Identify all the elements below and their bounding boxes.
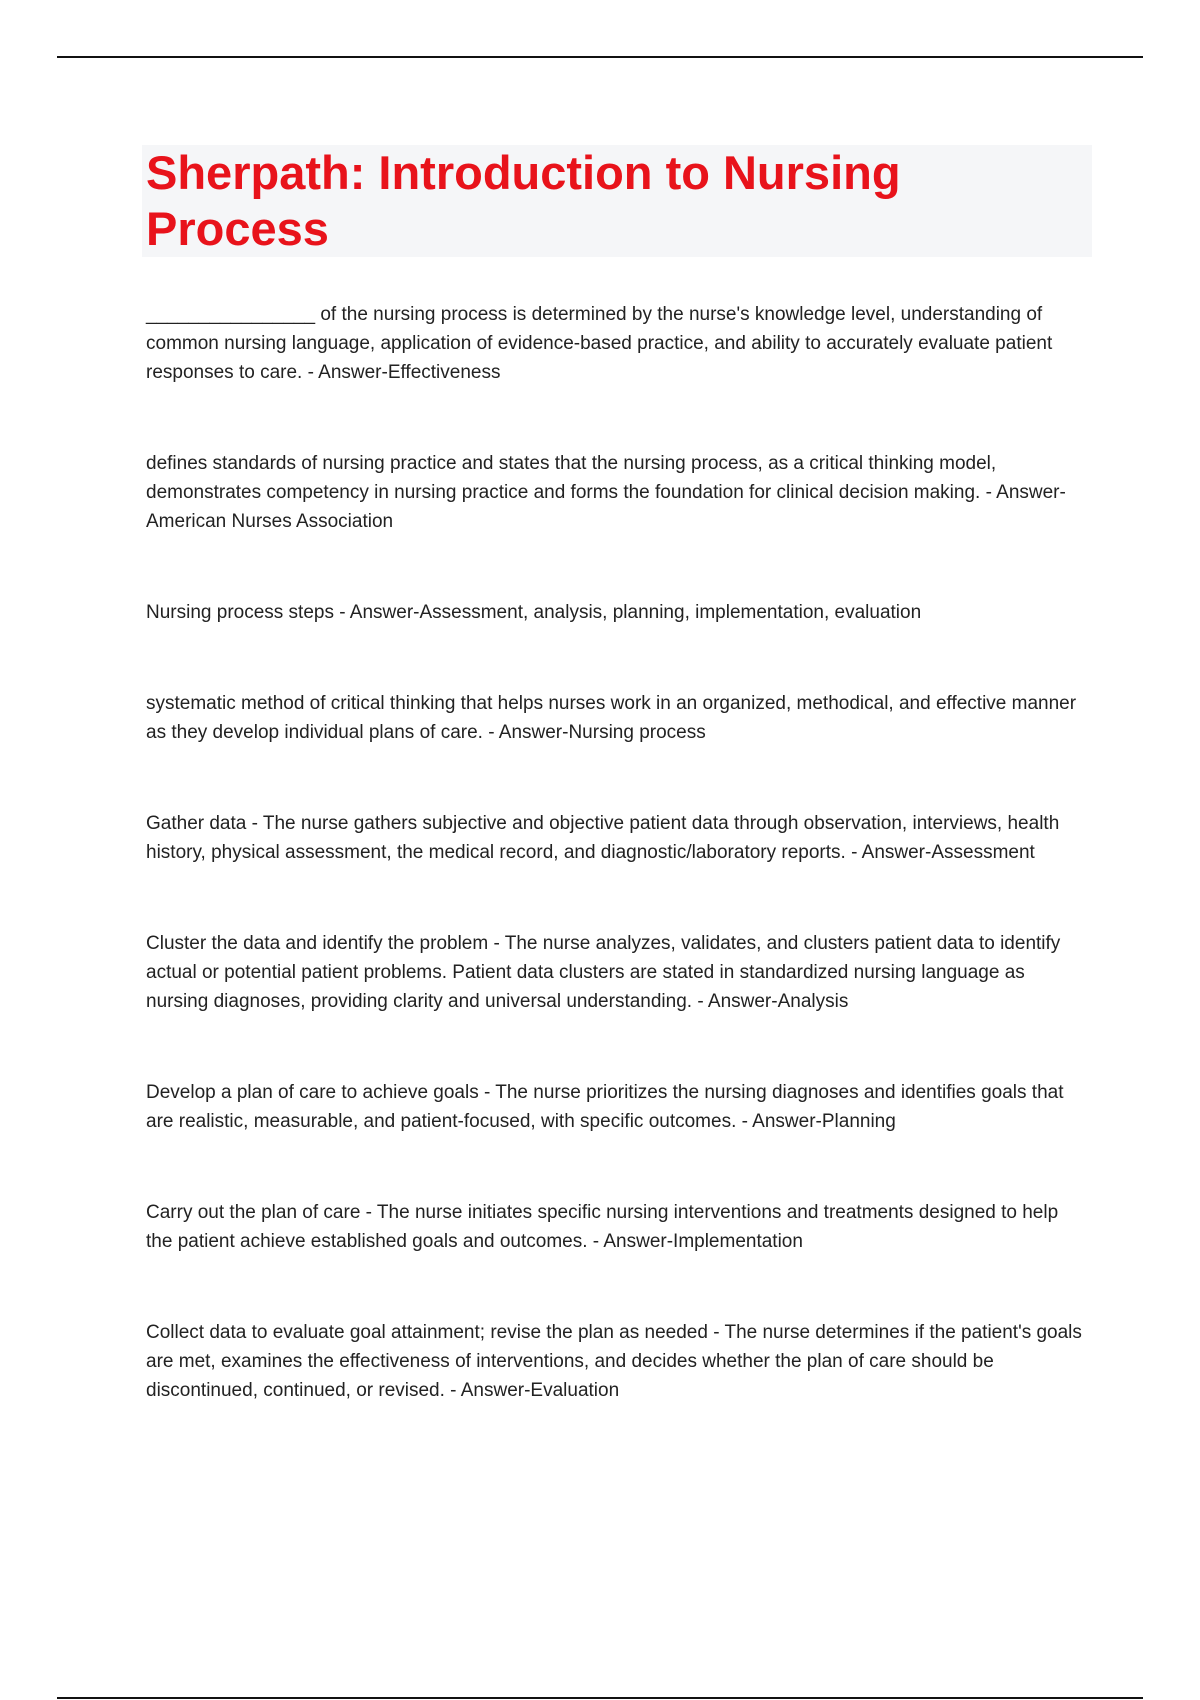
qa-item: ________________ of the nursing process is determined by the nurse's knowledge level, understanding of common nursing language, application of evidence-based practice, and ability to accurately evaluate patient responses to care. - Answer-Effectiveness	[146, 304, 1053, 383]
qa-item: Gather data - The nurse gathers subjective and objective patient data through observation, interviews, health history, physical assessment, the medical record, and diagnostic/laboratory reports. - Answer-Assessment	[146, 813, 1060, 863]
top-rule	[57, 56, 1143, 58]
qa-list	[146, 300, 1086, 1405]
document-title: Sherpath: Introduction to Nursing Process	[146, 146, 901, 255]
bottom-rule	[57, 1697, 1143, 1699]
qa-item: Carry out the plan of care - The nurse initiates specific nursing interventions and treatments designed to help the patient achieve established goals and outcomes. - Answer-Implementation	[146, 1202, 1059, 1252]
qa-item: defines standards of nursing practice and states that the nursing process, as a critical thinking model, demonstrates competency in nursing practice and forms the foundation for clinical decision making. - Answer-American Nurses Association	[146, 453, 1066, 532]
title-band	[142, 145, 1092, 257]
qa-item: Collect data to evaluate goal attainment; revise the plan as needed - The nurse determines if the patient's goals are met, examines the effectiveness of interventions, and decides whether the plan of care should be discontinued, continued, or revised. - Answer-Evaluation	[146, 1322, 1082, 1401]
qa-item: systematic method of critical thinking that helps nurses work in an organized, methodical, and effective manner as they develop individual plans of care. - Answer-Nursing process	[146, 693, 1077, 743]
qa-item: Develop a plan of care to achieve goals - The nurse prioritizes the nursing diagnoses and identifies goals that are realistic, measurable, and patient-focused, with specific outcomes. - Answer-Planning	[146, 1082, 1064, 1132]
qa-item: Nursing process steps - Answer-Assessment, analysis, planning, implementation, evaluation	[146, 602, 922, 623]
qa-item: Cluster the data and identify the problem - The nurse analyzes, validates, and clusters patient data to identify actual or potential patient problems. Patient data clusters are stated in standardized nursing language as nursing diagnoses, providing clarity and universal understanding. - Answer-Analysis	[146, 933, 1061, 1012]
